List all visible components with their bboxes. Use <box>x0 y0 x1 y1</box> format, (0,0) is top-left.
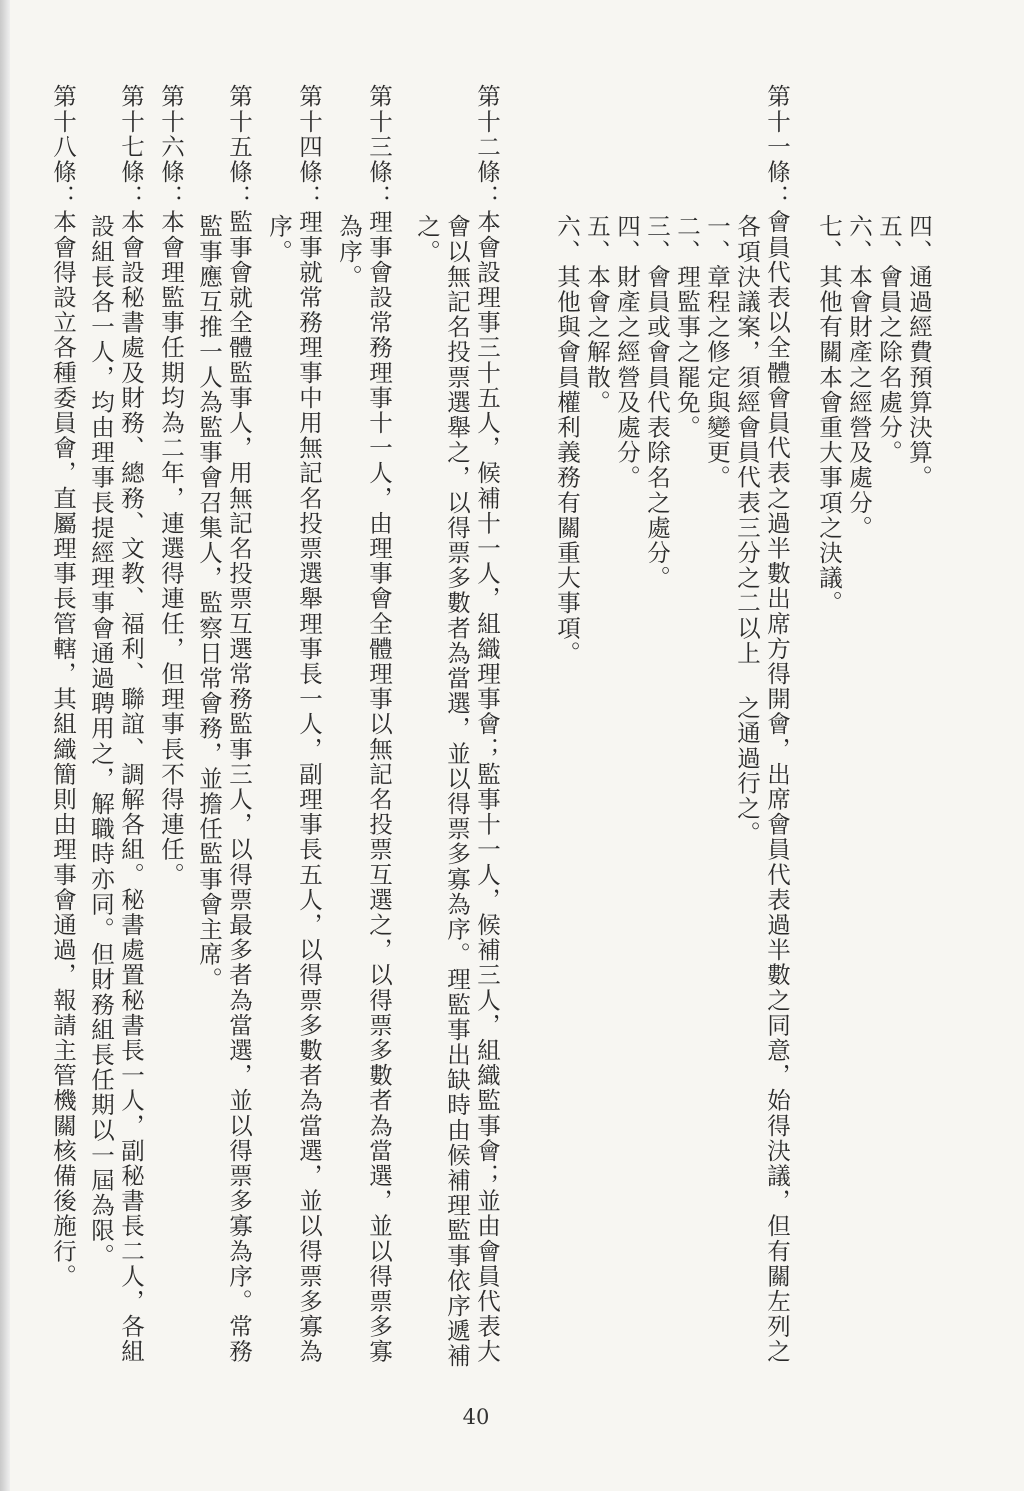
line: 各項決議案，須經會員代表三分之二以上 之通過行之。 <box>733 214 761 846</box>
line: 監事會就全體監事人，用無記名投票互選常務監事三人，以得票最多者為當選，並以得票多寡為序。常務 <box>225 209 253 1365</box>
line: 六、其他與會員權利義務有關重大事項。 <box>553 214 581 666</box>
line: 理事會設常務理事十一人，由理事會全體理事以無記名投票互選之，以得票多數者為當選，並以得票多寡 <box>365 209 393 1365</box>
article-11 <box>762 84 792 1364</box>
line: 一、章程之修定與變更。 <box>703 214 731 491</box>
article-14 <box>294 84 324 1364</box>
line: 二、理監事之罷免。 <box>673 214 701 440</box>
article-12-cont <box>412 214 472 1369</box>
line: 四、通過經費預算決算。 <box>905 214 933 491</box>
article-16 <box>156 84 186 887</box>
article-label: 第十五條： <box>225 84 253 210</box>
article-label: 第十四條： <box>295 84 323 210</box>
line: 之。 <box>413 214 441 265</box>
page-binding-edge <box>0 0 10 1491</box>
line: 設組長各一人，均由理事長提經理事會通過聘用之，解職時亦同。但財務組長任期以一屆為限。 <box>87 214 115 1269</box>
line: 五、會員之除名處分。 <box>875 214 903 465</box>
line: 本會得設立各種委員會，直屬理事長管轄，其組織簡則由理事會通過，報請主管機關核備後施行。 <box>49 209 77 1289</box>
line: 監事應互推一人為監事會召集人，監察日常會務，並擔任監事會主席。 <box>195 214 223 993</box>
article-12 <box>472 84 502 1364</box>
line: 會以無記名投票選舉之，以得票多數者為當選，並以得票多寡為序。理監事出缺時由候補理監事依序遞補 <box>443 214 471 1369</box>
article-13 <box>364 84 394 1364</box>
article-18 <box>48 84 78 1289</box>
line: 序。 <box>265 214 293 265</box>
line: 理事就常務理事中用無記名投票選舉理事長一人，副理事長五人，以得票多數者為當選，並以得票多寡為 <box>295 209 323 1365</box>
line: 本會理監事任期均為二年，連選得連任，但理事長不得連任。 <box>157 209 185 888</box>
article-label: 第十三條： <box>365 84 393 210</box>
article-17 <box>116 84 146 1364</box>
page-number: 40 <box>462 1405 490 1429</box>
line: 為序。 <box>335 214 363 290</box>
article-label: 第十一條： <box>763 84 791 210</box>
article-label: 第十八條： <box>49 84 77 210</box>
article-15-cont <box>194 214 224 992</box>
line: 七、其他有關本會重大事項之決議。 <box>815 214 843 616</box>
line: 本會設秘書處及財務、總務、文教、福利、聯誼、調解各組。秘書處置秘書長一人，副秘書長二人，各組 <box>117 209 145 1365</box>
article-14-cont <box>264 214 294 264</box>
line: 六、本會財產之經營及處分。 <box>845 214 873 541</box>
line: 五、本會之解散。 <box>583 214 611 415</box>
article-17-cont <box>86 214 116 1268</box>
article-13-cont <box>334 214 364 289</box>
article-11-items-col <box>814 214 934 616</box>
article-label: 第十七條： <box>117 84 145 210</box>
article-11-cont <box>552 214 762 846</box>
line: 四、財產之經營及處分。 <box>613 214 641 491</box>
line: 三、會員或會員代表除名之處分。 <box>643 214 671 591</box>
line: 會員代表以全體會員代表之過半數出席方得開會，出席會員代表過半數之同意，始得決議，但有關左列之 <box>763 209 791 1365</box>
line: 本會設理事三十五人，候補十一人，組織理事會；監事十一人，候補三人，組織監事會；並由會員代表大 <box>473 209 501 1365</box>
article-15 <box>224 84 254 1364</box>
article-label: 第十六條： <box>157 84 185 210</box>
article-label: 第十二條： <box>473 84 501 210</box>
